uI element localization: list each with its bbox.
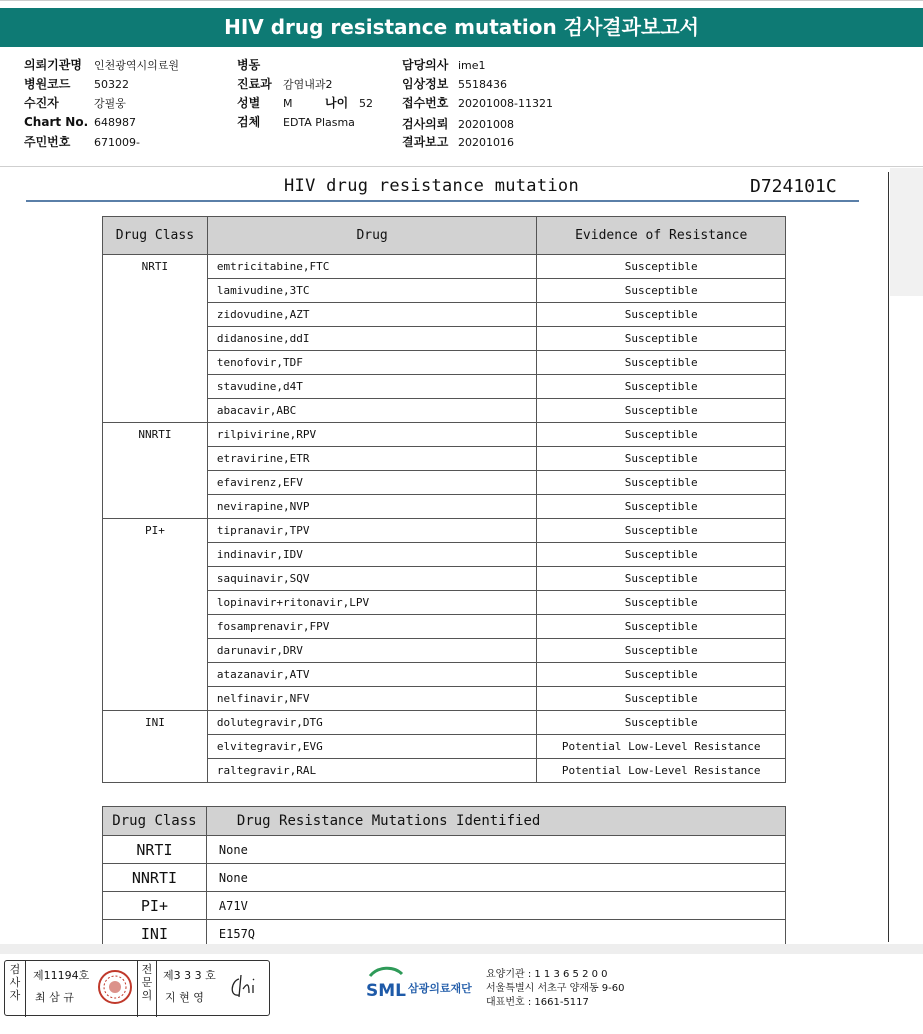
examiner-label: 검사자 (5, 961, 26, 1017)
seal-icon (97, 969, 133, 1005)
table-row (103, 519, 786, 543)
specialist-number: 제3 3 3 호 (163, 969, 216, 982)
drug-cell: dolutegravir,DTG (207, 711, 537, 735)
info-test-request-date: 검사의뢰 20201008 (402, 117, 514, 131)
info-resident-number: 주민번호 671009- (24, 135, 140, 149)
evidence-cell: Susceptible (537, 279, 786, 303)
signature-stamp-box (4, 960, 270, 1016)
title-underline (26, 200, 859, 202)
drug-cell: zidovudine,AZT (207, 303, 537, 327)
table-row (103, 864, 786, 892)
evidence-cell: Susceptible (537, 663, 786, 687)
drug-cell: elvitegravir,EVG (207, 735, 537, 759)
evidence-cell: Susceptible (537, 351, 786, 375)
org-address: 서울특별시 서초구 양재동 9-60 (486, 983, 625, 994)
evidence-cell: Susceptible (537, 255, 786, 279)
drug-class-cell: PI+ (103, 519, 208, 711)
evidence-cell: Susceptible (537, 543, 786, 567)
drug-cell: indinavir,IDV (207, 543, 537, 567)
table-row (103, 255, 786, 279)
info-referring-institution: 의뢰기관명 인천광역시의료원 (24, 58, 180, 72)
info-hospital-code: 병원코드 50322 (24, 77, 129, 91)
specialist-label: 전문의 (137, 961, 157, 1017)
specialist-name: 지 현 영 (165, 991, 204, 1004)
evidence-cell: Susceptible (537, 711, 786, 735)
mutation-drug-class-cell: PI+ (103, 892, 207, 920)
evidence-cell: Susceptible (537, 495, 786, 519)
info-physician: 담당의사 ime1 (402, 58, 486, 72)
org-institution-code: 요양기관 : 1 1 3 6 5 2 0 0 (486, 969, 608, 980)
mutation-cell: None (206, 864, 785, 892)
info-specimen: 검체 EDTA Plasma (237, 115, 355, 129)
info-chart-no: Chart No. 648987 (24, 115, 136, 129)
drug-cell: efavirenz,EFV (207, 471, 537, 495)
table-row (103, 892, 786, 920)
patient-info-panel (0, 48, 923, 167)
evidence-cell: Susceptible (537, 375, 786, 399)
column-header-evidence: Evidence of Resistance (537, 217, 786, 255)
mutation-cell: A71V (206, 892, 785, 920)
drug-cell: etravirine,ETR (207, 447, 537, 471)
evidence-cell: Susceptible (537, 471, 786, 495)
scroll-area-gray (890, 168, 923, 296)
info-ward: 병동 (237, 58, 261, 72)
column-header-drug: Drug (207, 217, 537, 255)
drug-cell: didanosine,ddI (207, 327, 537, 351)
mutation-cell: None (206, 836, 785, 864)
table-row (103, 836, 786, 864)
examiner-name: 최 삼 규 (35, 991, 74, 1004)
page-right-border (888, 172, 889, 942)
drug-cell: abacavir,ABC (207, 399, 537, 423)
window-top-edge (0, 0, 923, 7)
drug-cell: darunavir,DRV (207, 639, 537, 663)
drug-class-cell: NRTI (103, 255, 208, 423)
drug-cell: stavudine,d4T (207, 375, 537, 399)
handwritten-signature-icon (227, 971, 263, 1003)
drug-cell: lamivudine,3TC (207, 279, 537, 303)
mutation-drug-class-cell: NRTI (103, 836, 207, 864)
drug-cell: nelfinavir,NFV (207, 687, 537, 711)
info-sex: 성별 M 나이 52 (237, 96, 373, 110)
resistance-table (102, 216, 786, 783)
evidence-cell: Susceptible (537, 519, 786, 543)
evidence-cell: Susceptible (537, 639, 786, 663)
drug-class-cell: INI (103, 711, 208, 783)
report-header-title: HIV drug resistance mutation 검사결과보고서 (0, 8, 923, 47)
report-title: HIV drug resistance mutation (284, 176, 579, 196)
evidence-cell: Potential Low-Level Resistance (537, 759, 786, 783)
sml-logo-icon (364, 966, 406, 1000)
info-patient-name: 수진자 강필웅 (24, 96, 126, 110)
table-row (103, 423, 786, 447)
sml-logo-text: SML (366, 981, 406, 1000)
mutations-table (102, 806, 786, 948)
mutation-cell: E157Q (206, 920, 785, 948)
drug-cell: rilpivirine,RPV (207, 423, 537, 447)
org-contact-block (486, 968, 625, 1010)
examiner-number: 제11194호 (33, 969, 90, 982)
drug-cell: tenofovir,TDF (207, 351, 537, 375)
mutations-table-body (103, 836, 786, 948)
column-header-mut-drug-class: Drug Class (103, 807, 207, 836)
org-name: 삼광의료재단 (408, 982, 472, 995)
info-receipt-number: 접수번호 20201008-11321 (402, 96, 553, 110)
evidence-cell: Susceptible (537, 687, 786, 711)
resistance-table-body (103, 255, 786, 783)
table-row (103, 711, 786, 735)
evidence-cell: Susceptible (537, 615, 786, 639)
evidence-cell: Susceptible (537, 423, 786, 447)
evidence-cell: Susceptible (537, 447, 786, 471)
info-report-date: 결과보고 20201016 (402, 135, 514, 149)
drug-cell: tipranavir,TPV (207, 519, 537, 543)
evidence-cell: Susceptible (537, 399, 786, 423)
drug-cell: lopinavir+ritonavir,LPV (207, 591, 537, 615)
org-phone: 대표번호 : 1661-5117 (486, 997, 589, 1008)
mutation-drug-class-cell: INI (103, 920, 207, 948)
evidence-cell: Susceptible (537, 303, 786, 327)
drug-cell: raltegravir,RAL (207, 759, 537, 783)
drug-cell: emtricitabine,FTC (207, 255, 537, 279)
info-clinical-info: 임상정보 5518436 (402, 77, 507, 91)
report-code: D724101C (750, 176, 837, 197)
drug-cell: fosamprenavir,FPV (207, 615, 537, 639)
evidence-cell: Potential Low-Level Resistance (537, 735, 786, 759)
column-header-drug-class: Drug Class (103, 217, 208, 255)
column-header-mutations: Drug Resistance Mutations Identified (206, 807, 785, 836)
evidence-cell: Susceptible (537, 591, 786, 615)
evidence-cell: Susceptible (537, 327, 786, 351)
drug-class-cell: NNRTI (103, 423, 208, 519)
drug-cell: nevirapine,NVP (207, 495, 537, 519)
info-department: 진료과 감염내과2 (237, 77, 333, 91)
drug-cell: atazanavir,ATV (207, 663, 537, 687)
evidence-cell: Susceptible (537, 567, 786, 591)
mutation-drug-class-cell: NNRTI (103, 864, 207, 892)
drug-cell: saquinavir,SQV (207, 567, 537, 591)
